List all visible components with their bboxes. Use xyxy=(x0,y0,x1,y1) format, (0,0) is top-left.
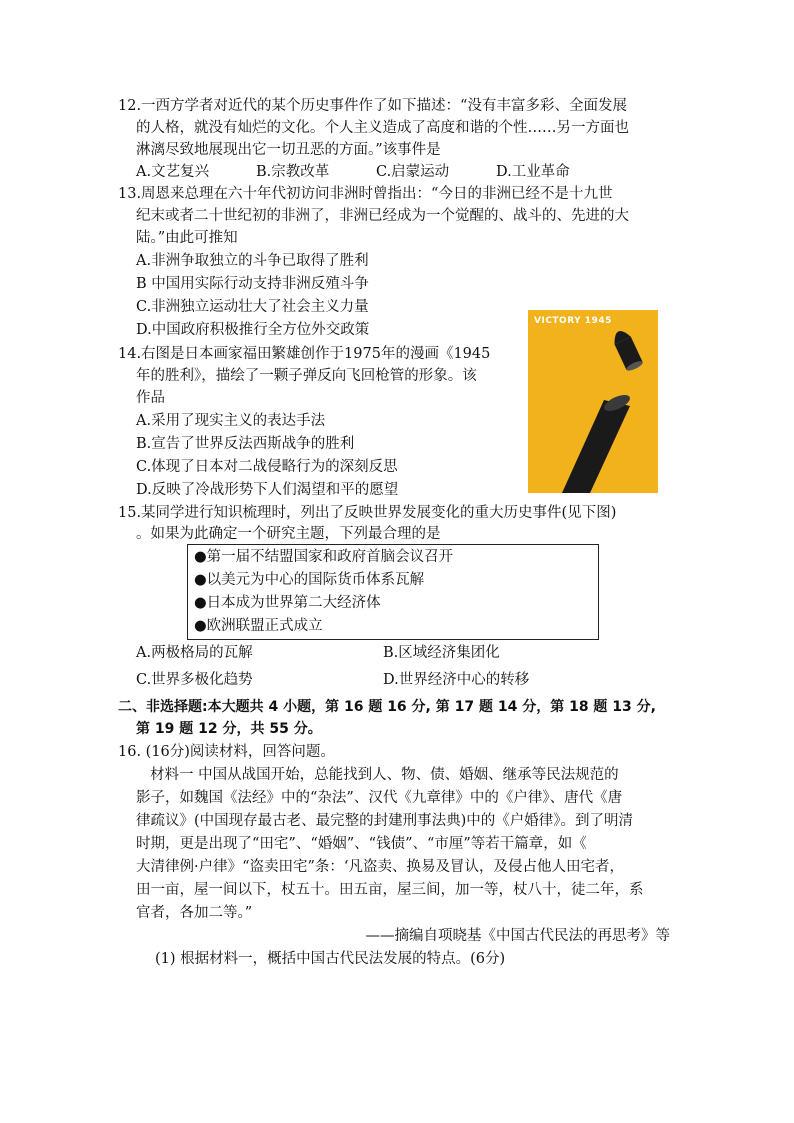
q12-option-b: B.宗教改革 xyxy=(256,164,330,180)
q13-option-d: D.中国政府积极推行全方位外交政策 xyxy=(136,322,370,338)
q13-option-c: C.非洲独立运动壮大了社会主义力量 xyxy=(136,299,369,315)
q16-material-line-6: 田一亩，屋一间以下，杖五十。田五亩，屋三间，加一等，杖八十，徒二年，系 xyxy=(136,882,644,898)
gun-barrel-shape xyxy=(562,400,630,493)
q13-option-a: A.非洲争取独立的斗争已取得了胜利 xyxy=(136,253,369,269)
q15-stem-line-1: 15.某同学进行知识梳理时，列出了反映世界发展变化的重大历史事件(见下图) xyxy=(118,505,617,521)
q13-option-b: B 中国用实际行动支持非洲反殖斗争 xyxy=(136,276,369,292)
q14-option-b: B.宣告了世界反法西斯战争的胜利 xyxy=(136,436,355,452)
q15-option-d: D.世界经济中心的转移 xyxy=(383,672,530,688)
q15-event-1: ●第一届不结盟国家和政府首脑会议召开 xyxy=(194,549,454,565)
q15-event-2: ●以美元为中心的国际货币体系瓦解 xyxy=(194,572,425,588)
q16-source: ——摘编自项晓基《中国古代民法的再思考》等 xyxy=(365,928,670,944)
q13-stem-line-2: 纪末或者二十世纪初的非洲了，非洲已经成为一个觉醒的、战斗的、先进的大 xyxy=(136,208,629,224)
q16-material-line-4: 时期，更是出现了“田宅”、“婚姻”、“钱债”、“市厘”等若干篇章，如《 xyxy=(136,836,587,852)
q15-option-b: B.区域经济集团化 xyxy=(383,645,500,661)
q14-option-a: A.采用了现实主义的表达手法 xyxy=(136,413,326,429)
q12-option-a: A.文艺复兴 xyxy=(136,164,210,180)
q15-events-box xyxy=(187,544,599,640)
q15-option-a: A.两极格局的瓦解 xyxy=(136,645,253,661)
bullet-shape xyxy=(610,328,644,373)
q14-stem-line-1: 14.右图是日本画家福田繁雄创作于1975年的漫画《1945 xyxy=(118,346,491,362)
q14-stem-line-3: 作品 xyxy=(136,390,165,406)
q16-material-line-5: 大清律例·户律》“盗卖田宅”条：‘凡盗卖、换易及冒认，及侵占他人田宅者， xyxy=(136,859,625,875)
q12-stem-line-3: 淋漓尽致地展现出它一切丑恶的方面。”该事件是 xyxy=(136,142,441,158)
q14-option-d: D.反映了冷战形势下人们渴望和平的愿望 xyxy=(136,482,399,498)
q12-option-c: C.启蒙运动 xyxy=(376,164,450,180)
q15-option-c: C.世界多极化趋势 xyxy=(136,672,253,688)
victory-1945-poster xyxy=(528,310,658,493)
q16-material-line-3: 律疏议》(中国现存最古老、最完整的封建刑事法典)中的《户婚律》。到了明清 xyxy=(136,813,634,829)
q15-stem-line-2: 。如果为此确定一个研究主题，下列最合理的是 xyxy=(136,526,441,542)
q12-stem-line-1: 12.一西方学者对近代的某个历史事件作了如下描述：“没有丰富多彩、全面发展 xyxy=(118,98,627,114)
q14-stem-line-2: 年的胜利》，描绘了一颗子弹反向飞回枪管的形象。该 xyxy=(136,368,477,384)
q15-event-3: ●日本成为世界第二大经济体 xyxy=(194,595,381,611)
q16-subquestion-1: (1) 根据材料一，概括中国古代民法发展的特点。(6分) xyxy=(155,951,506,967)
q14-option-c: C.体现了日本对二战侵略行为的深刻反思 xyxy=(136,459,398,475)
q12-option-d: D.工业革命 xyxy=(496,164,570,180)
q12-stem-line-2: 的人格，就没有灿烂的文化。个人主义造成了高度和谐的个性……另一方面也 xyxy=(136,120,629,136)
section2-heading-line-1: 二、非选择题:本大题共 4 小题，第 16 题 16 分, 第 17 题 14 分，第 18 题 13 分, xyxy=(118,699,656,715)
q16-material-line-7: 官者，各加二等。” xyxy=(136,905,253,921)
q15-event-4: ●欧洲联盟正式成立 xyxy=(194,618,323,634)
q13-stem-line-3: 陆。”由此可推知 xyxy=(136,230,238,246)
q16-material-line-2: 影子，如魏国《法经》中的“杂法”、汉代《九章律》中的《户律》、唐代《唐 xyxy=(136,790,623,806)
section2-heading-line-2: 第 19 题 12 分，共 55 分。 xyxy=(136,721,322,737)
poster-title: VICTORY 1945 xyxy=(534,316,612,326)
bullet-barrel-illustration xyxy=(528,310,658,493)
q16-header: 16. (16分)阅读材料，回答问题。 xyxy=(118,744,335,760)
q13-stem-line-1: 13.周恩来总理在六十年代初访问非洲时曾指出：“今日的非洲已经不是十九世 xyxy=(118,186,613,202)
q16-material-line-1: 材料一 中国从战国开始，总能找到人、物、债、婚姻、继承等民法规范的 xyxy=(150,767,619,783)
